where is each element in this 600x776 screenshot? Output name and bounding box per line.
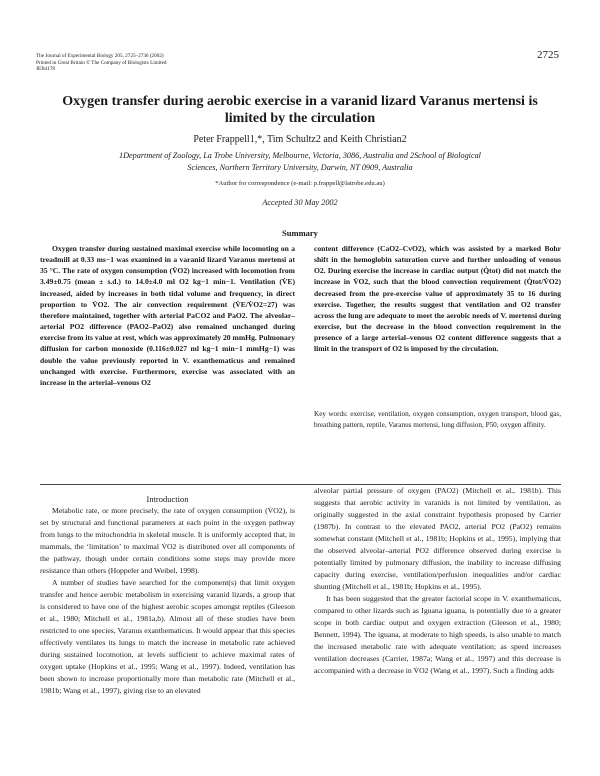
correspondence-note: *Author for correspondence (e-mail: p.frappell@latrobe.edu.au) [215, 180, 385, 187]
journal-header [36, 53, 167, 73]
accepted-date: Accepted 30 May 2002 [262, 198, 338, 207]
summary-heading-row [40, 228, 560, 238]
page-number: 2725 [537, 49, 559, 61]
intro-paragraph-3: alveolar partial pressure of oxygen (PAO2) (Mitchell et al., 1981b). This suggests that aerobic activity in varanids is not limited by ventilation, as originally suggested in the axial constraint hypothesis proposed by Carrier (1987b). In contrast to the elevated PAO2, arterial PO2 (PaO2) remains somewhat constant (Mitchell et al., 1981b; Hopkins et al., 1995), implying that the observed alveolar–arterial PO2 difference observed during exercise is potentially limited by pulmonary diffusion, the inability to increase diffusing capacity during exercise, ventilation/perfusion inequalities and/or cardiac shunting (Mitchell et al., 1981b; Hopkins et al., 1995). [314, 486, 561, 591]
journal-line-3: JEB4178 [36, 66, 56, 73]
introduction-heading: Introduction [146, 494, 189, 504]
summary-heading: Summary [282, 228, 318, 238]
summary-column-left [40, 243, 295, 388]
affiliation-line-2: Sciences, Northern Territory University, Darwin, NT 0909, Australia [187, 162, 413, 172]
affiliations [44, 150, 556, 173]
body-column-right [314, 485, 561, 677]
keywords: Key words: exercise, ventilation, oxygen consumption, oxygen transport, blood gas, breathing pattern, reptile, Varanus mertensi, lung diffusion, P50, oxygen affinity. [314, 410, 561, 429]
article-title: Oxygen transfer during aerobic exercise in a varanid lizard Varanus mertensi is limited by the circulation [62, 94, 538, 126]
body-column-left [40, 505, 295, 697]
summary-paragraph-right: content difference (CaO2–CvO2), which was assisted by a marked Bohr shift in the hemoglobin saturation curve and further unloading of venous O2. During exercise the increase in cardiac output (Q̇tot) did not match the increase in V̇O2, such that the blood convection requirement (Q̇tot/V̇O2) decreased from the pre-exercise value of approximately 35 to 16 during exercise. Together, the results suggest that ventilation and O2 transfer across the lung are adequate to meet the aerobic needs of V. mertensi during exercise, but the decrease in the blood convection requirement in the presence of a large arterial–venous O2 content difference suggests that a limit in the transport of O2 is imposed by the circulation. [314, 244, 561, 354]
summary-column-right [314, 243, 561, 355]
intro-paragraph-2: A number of studies have searched for the component(s) that limit oxygen transfer and hence aerobic metabolism in exercising varanid lizards, a group that is considered to have one of the highest aerobic scopes amongst reptiles (Gleeson et al., 1980; Mitchell et al., 1981a,b). Almost all of these studies have been restricted to one species, Varanus exanthematicus. It would appear that this species effectively ventilates its lungs to match the increase in metabolic rate achieved during sustained locomotion, at levels sufficient to achieve maximal rates of oxygen uptake (Hopkins et al., 1995; Wang et al., 1997). Indeed, ventilation has been shown to increase proportionally more than metabolic rate (Mitchell et al., 1981b; Wang et al., 1997), giving rise to an elevated [40, 578, 295, 695]
affiliation-line-1: 1Department of Zoology, La Trobe University, Melbourne, Victoria, 3086, Australia and 2School of Biological [119, 151, 481, 160]
journal-line-1: The Journal of Experimental Biology 205, 2725–2736 (2002) [36, 53, 164, 59]
journal-line-2: Printed in Great Britain © The Company of Biologists Limited [36, 59, 167, 66]
summary-paragraph-left: Oxygen transfer during sustained maximal exercise while locomoting on a treadmill at 0.33 ms−1 was examined in a varanid lizard Varanus mertensi at 35 °C. The rate of oxygen consumption (V̇O2) increased with locomotion from 3.49±0.75 (mean ± s.d.) to 14.0±4.0 ml O2 kg−1 min−1. Ventilation (V̇E) increased, aided by increases in both tidal volume and frequency, in direct proportion to V̇O2. The air convection requirement (V̇E/V̇O2=27) was therefore maintained, together with arterial PaCO2 and PaO2. The alveolar–arterial PO2 difference (PAO2–PaO2) also remained unchanged during exercise from its value at rest, which was approximately 20 mmHg. Pulmonary diffusion for carbon monoxide (0.116±0.027 ml kg−1 min−1 mmHg−1) was double the value previously reported in V. exanthematicus and remained unchanged with exercise. Furthermore, exercise was associated with an increase in the arterial–venous O2 [40, 244, 295, 387]
intro-paragraph-4: It has been suggested that the greater factorial scope in V. exanthematicus, compared to other lizards such as Iguana iguana, is potentially due to a greater scope in both cardiac output and oxygen extraction (Gleeson et al., 1980; Bennett, 1994). The iguana, at moderate to high speeds, is also unable to match the increased metabolic rate with adequate ventilation; as speed increases ventilation decreases (Carrier, 1987a; Wang et al., 1997) and this decrease is accompanied with a decrease in V̇O2 (Wang et al., 1997). Such a finding adds [314, 594, 561, 675]
intro-paragraph-1: Metabolic rate, or more precisely, the rate of oxygen consumption (V̇O2), is set by structural and functional parameters at each point in the oxygen pathway from lungs to the mitochondria in skeletal muscle. It is uniformly accepted that, in mammals, the ‘limitation’ to maximal V̇O2 is distributed over all components of the pathway, though under certain conditions some steps may provide more resistance than others (Hoppeler and Weibel, 1998). [40, 506, 295, 575]
author-list: Peter Frappell1,*, Tim Schultz2 and Keith Christian2 [193, 134, 407, 145]
